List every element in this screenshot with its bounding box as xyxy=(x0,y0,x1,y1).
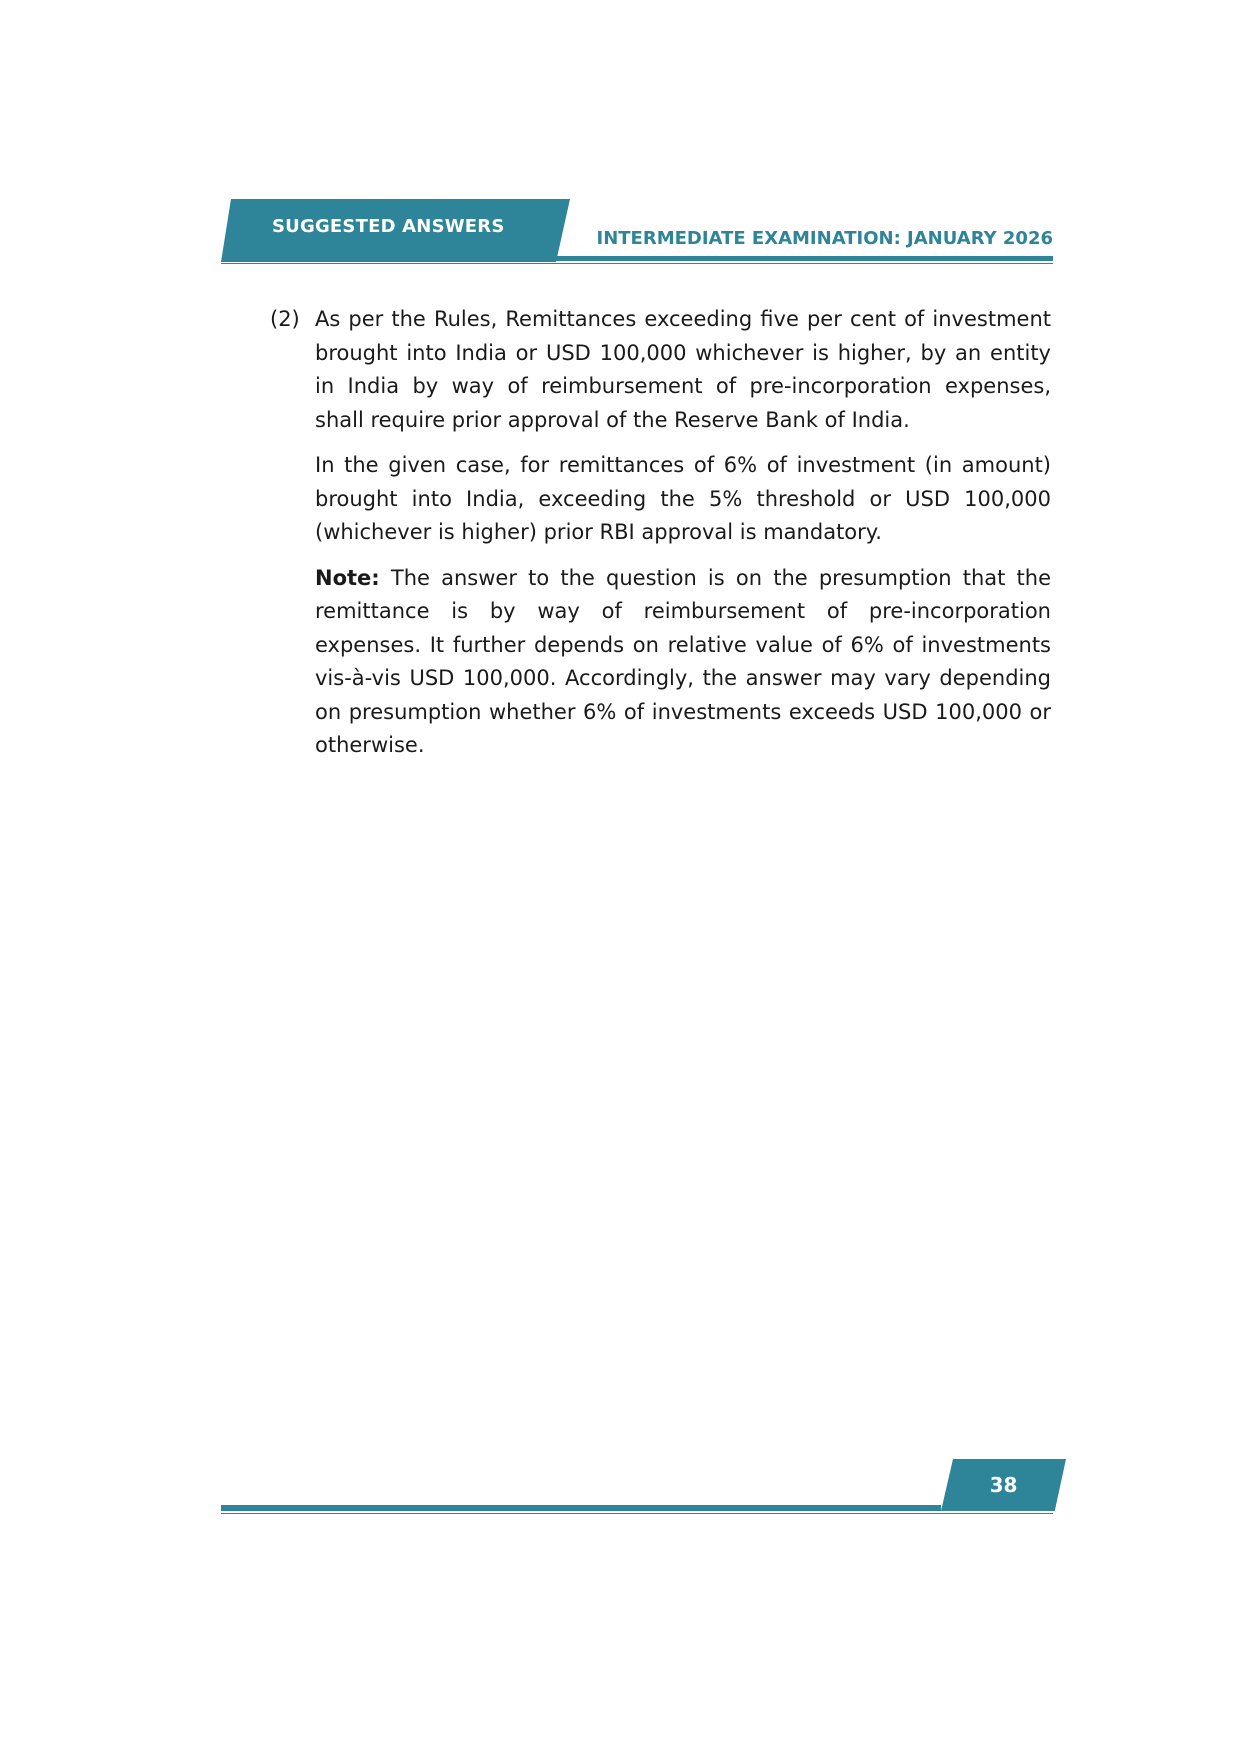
footer-rule-thin xyxy=(221,1513,1053,1514)
page-number: 38 xyxy=(989,1473,1018,1497)
note-text: The answer to the question is on the presumption that the remittance is by way of reimbursement of pre-incorporation expenses. It further depends on relative value of 6% of investments vis-à-vis USD 100,000. Accordingly, the answer may vary depending on presumption whether 6% of investments exceeds USD 100,000 or otherwise. xyxy=(315,565,1051,757)
footer-rule xyxy=(221,1505,941,1511)
answer-paragraph-1: As per the Rules, Remittances exceeding five per cent of investment brought into India or USD 100,000 whichever is higher, by an entity in India by way of reimbursement of pre-incorporation expenses, shall require prior approval of the Reserve Bank of India. xyxy=(315,307,1051,432)
note-paragraph xyxy=(315,562,1051,763)
header-right-label: INTERMEDIATE EXAMINATION: JANUARY 2026 xyxy=(596,228,1053,249)
answer-paragraph-2: In the given case, for remittances of 6% of investment (in amount) brought into India, exceeding the 5% threshold or USD 100,000 (whichever is higher) prior RBI approval is mandatory. xyxy=(315,453,1051,544)
answer-number: (2) xyxy=(270,307,300,331)
header-left-label: SUGGESTED ANSWERS xyxy=(272,216,505,237)
answer-item xyxy=(270,303,1051,775)
header-rule xyxy=(548,256,1053,261)
answer-body xyxy=(315,303,1051,775)
header-rule-thin xyxy=(221,263,1053,264)
note-label: Note: xyxy=(315,565,380,590)
answer-content xyxy=(270,303,1051,775)
